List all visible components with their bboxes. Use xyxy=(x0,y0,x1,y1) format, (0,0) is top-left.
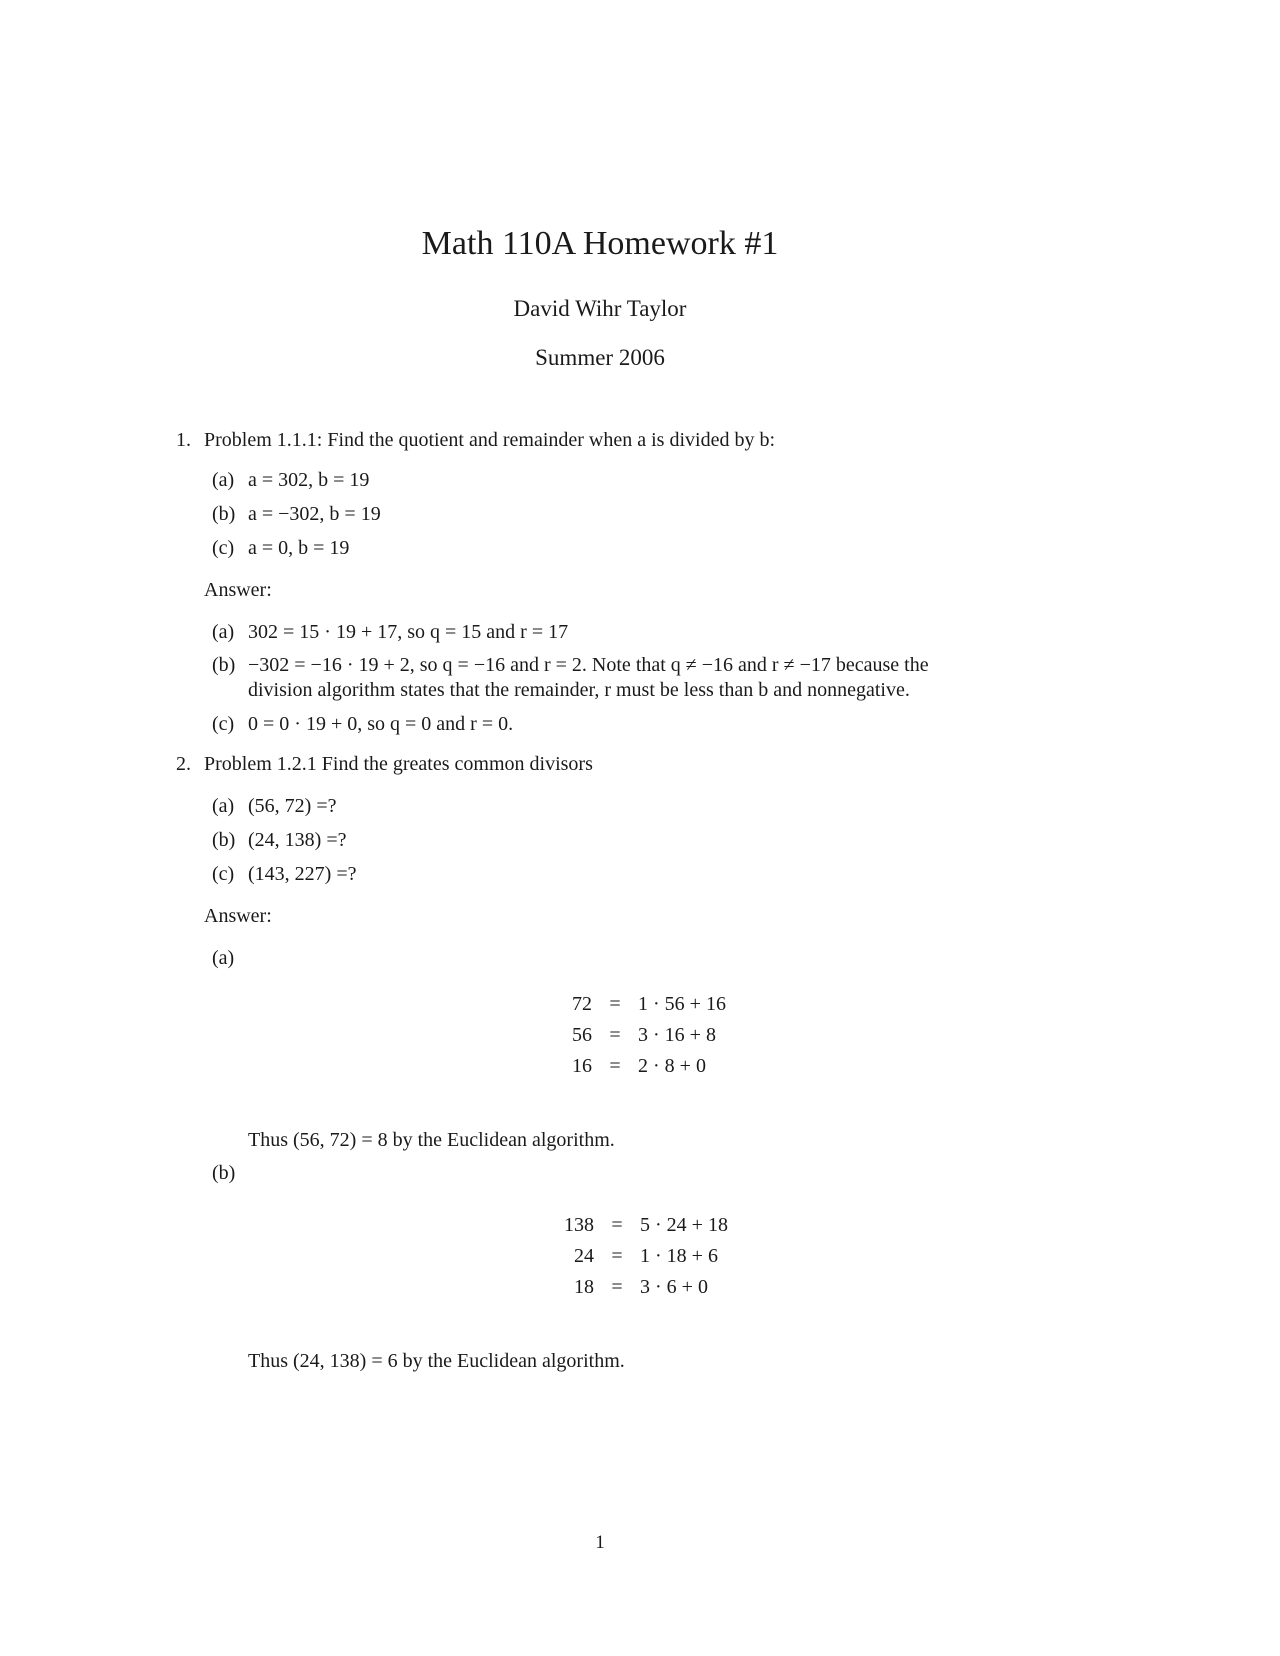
problem-1-part-c: a = 0, b = 19 xyxy=(248,537,350,559)
equation-equals: = xyxy=(611,1245,623,1267)
equation-lhs: 24 xyxy=(574,1245,594,1267)
problem-2-number: 2. xyxy=(176,753,191,775)
problem-2-part-c-label: (c) xyxy=(212,863,235,885)
problem-1-part-c-label: (c) xyxy=(212,537,235,559)
equation-equals: = xyxy=(611,1214,623,1236)
euclid-table-a xyxy=(540,989,726,1082)
equation-row xyxy=(540,1210,728,1241)
equation-rhs: 1 · 18 + 6 xyxy=(640,1245,718,1267)
problem-1-answer-label: Answer: xyxy=(204,579,272,601)
equation-row xyxy=(540,989,726,1020)
problem-2-part-b-label: (b) xyxy=(212,829,236,851)
author: David Wihr Taylor xyxy=(513,296,687,321)
problem-2-part-c: (143, 227) =? xyxy=(248,863,357,885)
problem-1-answer-b: −302 = −16 · 19 + 2, so q = −16 and r = 2. Note that q ≠ −16 and r ≠ −17 because the xyxy=(248,654,929,676)
problem-2-answer-b-conclusion: Thus (24, 138) = 6 by the Euclidean algorithm. xyxy=(248,1350,625,1372)
equation-rhs: 3 · 16 + 8 xyxy=(638,1024,716,1046)
problem-2-statement: Problem 1.2.1 Find the greates common divisors xyxy=(204,753,593,775)
problem-1-part-b: a = −302, b = 19 xyxy=(248,503,381,525)
equation-row xyxy=(540,1272,728,1303)
equation-equals: = xyxy=(609,1055,621,1077)
equation-row xyxy=(540,1020,726,1051)
equation-equals: = xyxy=(609,993,621,1015)
equation-lhs: 138 xyxy=(564,1214,594,1236)
problem-2-part-b: (24, 138) =? xyxy=(248,829,347,851)
problem-1-answer-c-label: (c) xyxy=(212,713,235,735)
problem-2-answer-a-conclusion: Thus (56, 72) = 8 by the Euclidean algorithm. xyxy=(248,1129,615,1151)
date: Summer 2006 xyxy=(535,345,665,370)
equation-lhs: 18 xyxy=(574,1276,594,1298)
problem-1-part-a-label: (a) xyxy=(212,469,235,491)
equation-lhs: 16 xyxy=(572,1055,592,1077)
equation-equals: = xyxy=(609,1024,621,1046)
page-number: 1 xyxy=(595,1532,605,1553)
problem-1-answer-a-label: (a) xyxy=(212,621,235,643)
problem-1-number: 1. xyxy=(176,429,191,451)
problem-1-statement: Problem 1.1.1: Find the quotient and remainder when a is divided by b: xyxy=(204,429,776,451)
problem-2-answer-label: Answer: xyxy=(204,905,272,927)
euclid-table-b xyxy=(540,1210,728,1303)
problem-2-part-a-label: (a) xyxy=(212,795,235,817)
equation-rhs: 1 · 56 + 16 xyxy=(638,993,726,1015)
problem-1-answer-a: 302 = 15 · 19 + 17, so q = 15 and r = 17 xyxy=(248,621,569,643)
problem-1-part-a: a = 302, b = 19 xyxy=(248,469,370,491)
problem-2-part-a: (56, 72) =? xyxy=(248,795,337,817)
problem-1-part-b-label: (b) xyxy=(212,503,236,525)
equation-equals: = xyxy=(611,1276,623,1298)
problem-1-answer-b-continuation: division algorithm states that the remainder, r must be less than b and nonnegative. xyxy=(248,679,910,701)
equation-row xyxy=(540,1051,726,1082)
equation-row xyxy=(540,1241,728,1272)
equation-rhs: 5 · 24 + 18 xyxy=(640,1214,728,1236)
equation-rhs: 3 · 6 + 0 xyxy=(640,1276,708,1298)
problem-1-answer-c: 0 = 0 · 19 + 0, so q = 0 and r = 0. xyxy=(248,713,514,735)
problem-1-answer-b-label: (b) xyxy=(212,654,236,676)
equation-rhs: 2 · 8 + 0 xyxy=(638,1055,706,1077)
problem-2-answer-b-label: (b) xyxy=(212,1162,236,1184)
equation-lhs: 72 xyxy=(572,993,592,1015)
page-title: Math 110A Homework #1 xyxy=(421,225,779,262)
problem-2-answer-a-label: (a) xyxy=(212,947,235,969)
equation-lhs: 56 xyxy=(572,1024,592,1046)
